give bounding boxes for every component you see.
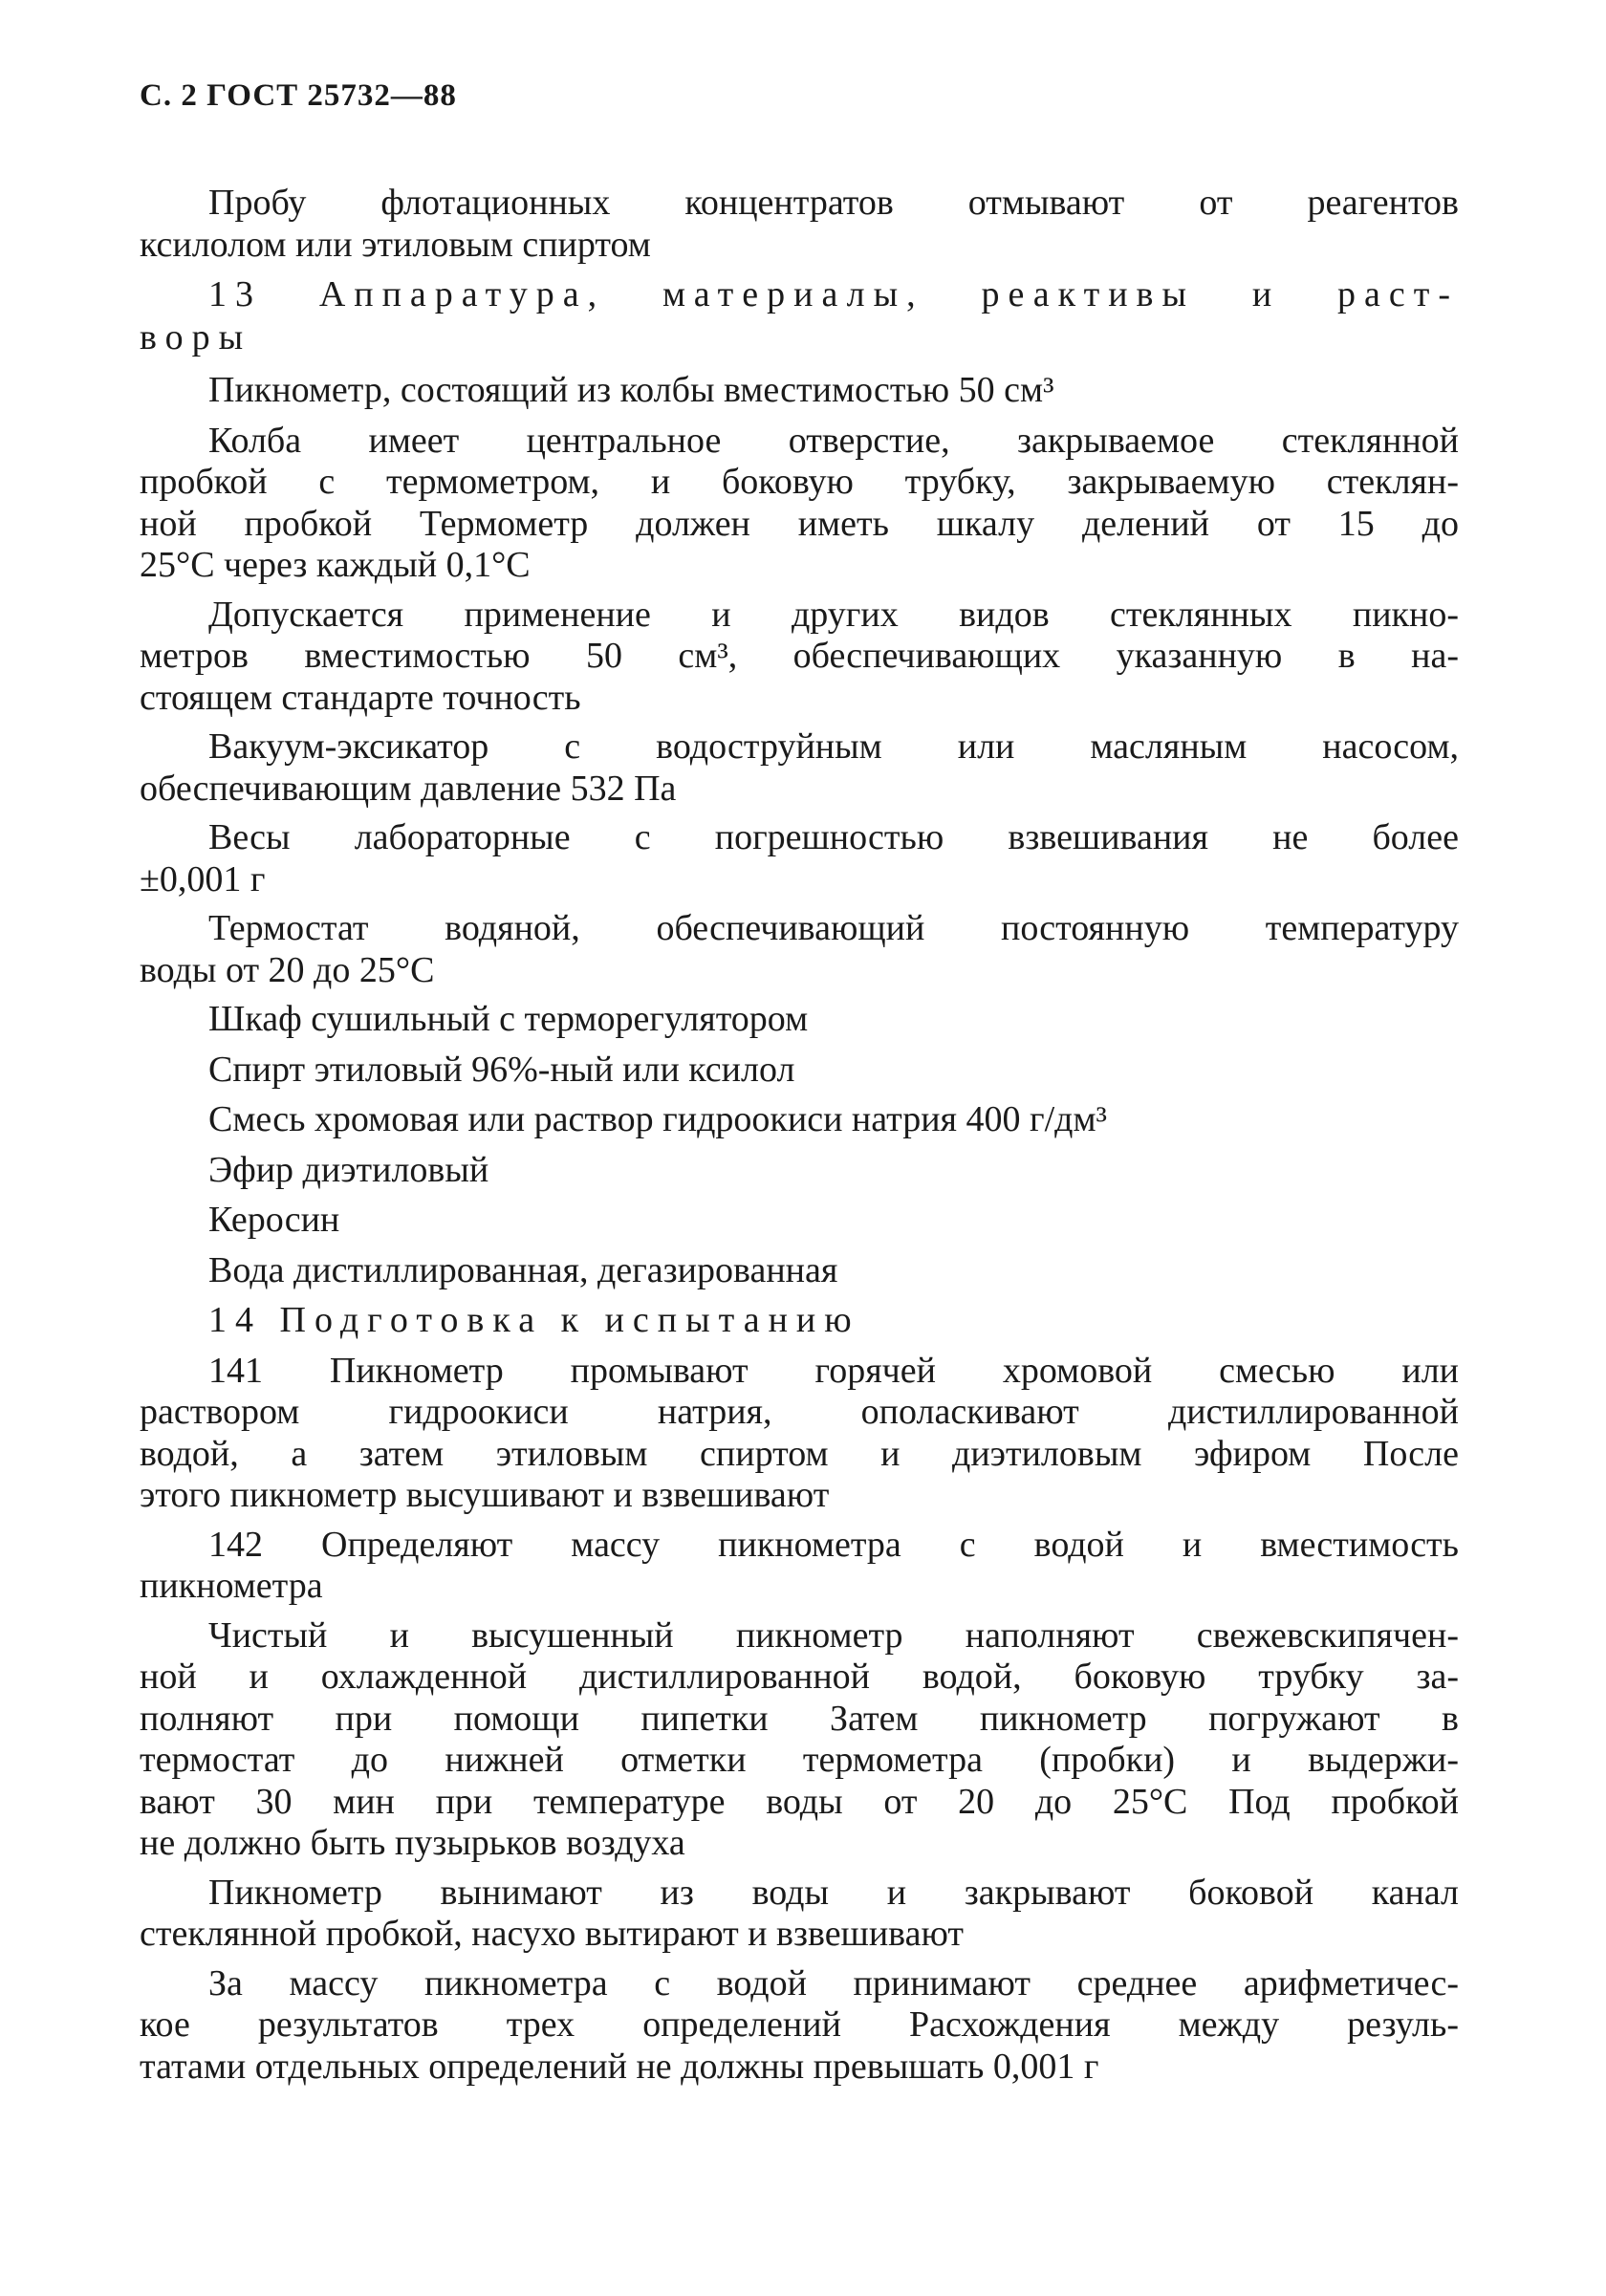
text-line: 13 Аппаратура, материалы, реактивы и раст- [208, 274, 1459, 314]
page-header: С. 2 ГОСТ 25732—88 [140, 78, 457, 113]
paragraph-ethyl-alcohol: Спирт этиловый 96%-ный или ксилол [208, 1049, 795, 1090]
text-line: Колба имеет центральное отверстие, закрываемое стеклянной [208, 420, 1459, 461]
text-line: татами отдельных определений не должны превышать 0,001 г [140, 2046, 1099, 2087]
paragraph-diethyl-ether: Эфир диэтиловый [208, 1149, 489, 1190]
text-line: Пробу флотационных концентратов отмывают от реагентов [208, 183, 1459, 223]
text-line: 142 Определяют массу пикнометра с водой и вместимость [208, 1524, 1459, 1565]
text-line: Весы лабораторные с погрешностью взвешивания не более [208, 817, 1459, 857]
paragraph-mass-average [140, 1963, 1459, 2089]
text-line: Пикнометр вынимают из воды и закрывают боковой канал [208, 1872, 1459, 1913]
text-line: вают 30 мин при температуре воды от 20 до 25°С Под пробкой [140, 1781, 1459, 1822]
paragraph-pycnometer: Пикнометр, состоящий из колбы вместимостью 50 см³ [208, 370, 1054, 410]
text-line: Термостат водяной, обеспечивающий постоянную температуру [208, 908, 1459, 948]
text-line: Вакуум-эксикатор с водоструйным или масляным насосом, [208, 726, 1459, 767]
paragraph-142 [140, 1525, 1459, 1608]
text-line: ной и охлажденной дистиллированной водой, боковую трубку за- [140, 1657, 1459, 1697]
text-line: ксилолом или этиловым спиртом [140, 224, 651, 265]
paragraph-141 [140, 1351, 1459, 1517]
paragraph-distilled-water: Вода дистиллированная, дегазированная [208, 1249, 838, 1290]
text-line: стоящем стандарте точность [140, 677, 581, 718]
paragraph-other-pycnometers [140, 595, 1459, 720]
paragraph-flotation-sample [140, 183, 1459, 266]
text-line: раствором гидроокиси натрия, ополаскивают дистиллированной [140, 1392, 1459, 1432]
text-line: полняют при помощи пипетки Затем пикнометр погружают в [140, 1698, 1459, 1739]
document-page [140, 78, 1459, 2095]
paragraph-flask-description [140, 421, 1459, 587]
text-line: термостат до нижней отметки термометра (пробки) и выдержи- [140, 1740, 1459, 1780]
text-line: этого пикнометр высушивают и взвешивают [140, 1475, 830, 1515]
text-line: воры [140, 317, 252, 357]
paragraph-chromic-mixture: Смесь хромовая или раствор гидроокиси натрия 400 г/дм³ [208, 1099, 1107, 1139]
paragraph-filling-procedure [140, 1615, 1459, 1865]
paragraph-kerosene: Керосин [208, 1200, 340, 1240]
text-line: пробкой с термометром, и боковую трубку, закрываемую стеклян- [140, 462, 1459, 502]
section-heading-preparation: 14 Подготовка к испытанию [208, 1300, 860, 1340]
section-heading-apparatus [140, 273, 1459, 359]
text-line: не должно быть пузырьков воздуха [140, 1823, 685, 1863]
paragraph-scales [140, 817, 1459, 900]
text-line: воды от 20 до 25°С [140, 949, 435, 990]
text-line: метров вместимостью 50 см³, обеспечивающих указанную в на- [140, 636, 1459, 676]
text-line: ной пробкой Термометр должен иметь шкалу делений от 15 до [140, 503, 1459, 544]
text-line: ±0,001 г [140, 858, 266, 899]
paragraph-drying-cabinet: Шкаф сушильный с терморегулятором [208, 999, 809, 1039]
text-line: обеспечивающим давление 532 Па [140, 768, 677, 809]
text-line: кое результатов трех определений Расхождения между резуль- [140, 2004, 1459, 2045]
text-line: пикнометра [140, 1566, 323, 1606]
text-line: Допускается применение и других видов стеклянных пикно- [208, 594, 1459, 635]
text-line: стеклянной пробкой, насухо вытирают и взвешивают [140, 1914, 964, 1954]
text-line: 141 Пикнометр промывают горячей хромовой смесью или [208, 1350, 1459, 1391]
paragraph-remove-and-weigh [140, 1873, 1459, 1956]
paragraph-vacuum-desiccator [140, 726, 1459, 810]
text-line: водой, а затем этиловым спиртом и диэтиловым эфиром После [140, 1433, 1459, 1474]
paragraph-thermostat [140, 908, 1459, 991]
text-line: Чистый и высушенный пикнометр наполняют свежевскипячен- [208, 1614, 1459, 1656]
text-line: 25°С через каждый 0,1°С [140, 545, 531, 585]
text-line: За массу пикнометра с водой принимают среднее арифметичес- [208, 1962, 1459, 2004]
